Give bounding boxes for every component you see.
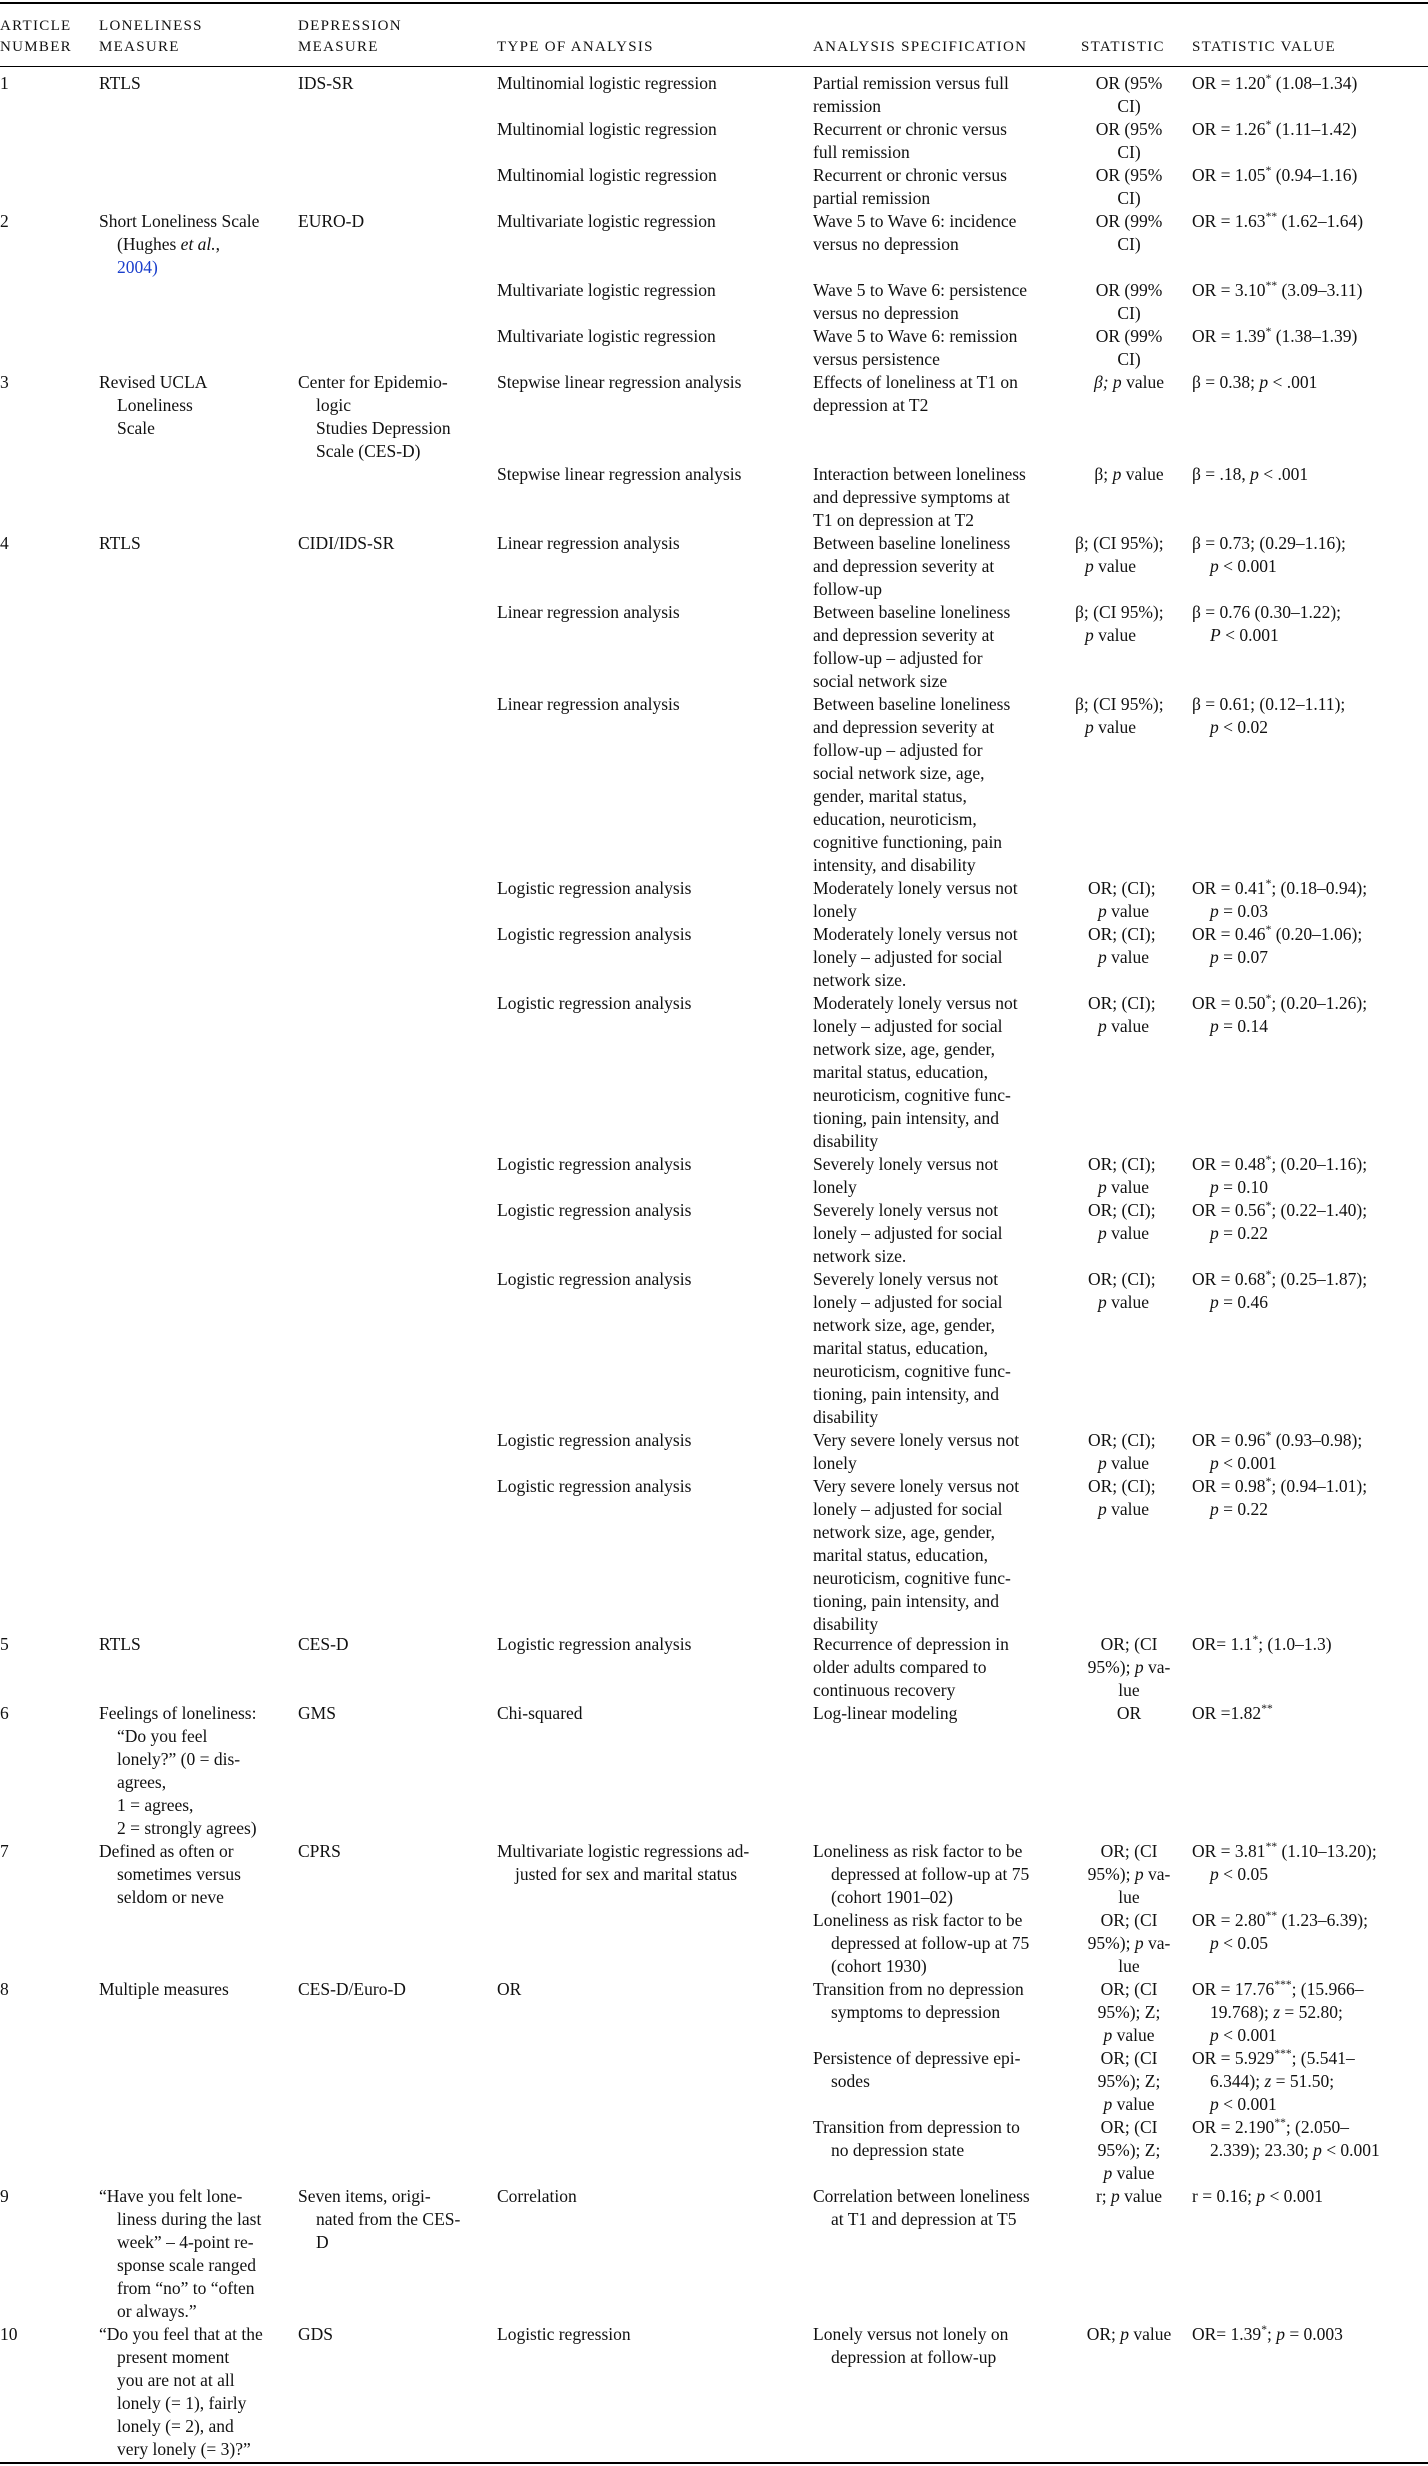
statistic-value: OR = 2.80** (1.23–6.39); p < 0.05 bbox=[1192, 1910, 1368, 1953]
analysis-type: Linear regression analysis bbox=[497, 602, 680, 622]
analysis-type: Multivariate logistic regression bbox=[497, 326, 716, 346]
depression-measure: CPRS bbox=[298, 1841, 341, 1861]
analysis-type: Logistic regression analysis bbox=[497, 1154, 692, 1174]
statistic-value: OR = 0.56*; (0.22–1.40); p = 0.22 bbox=[1192, 1200, 1368, 1243]
statistic-value: OR = 0.68*; (0.25–1.87); p = 0.46 bbox=[1192, 1269, 1368, 1312]
statistic-value: OR = 0.48*; (0.20–1.16); p = 0.10 bbox=[1192, 1154, 1368, 1197]
analysis-spec: Severely lonely versus not lonely – adjusted for social network size, age, gender, marital status, education, neuroticism, cognitive func- tioning, pain intensity, and disability bbox=[813, 1269, 1011, 1427]
statistic-value: OR = 0.46* (0.20–1.06); p = 0.07 bbox=[1192, 924, 1363, 967]
analysis-spec: Loneliness as risk factor to be depressed at follow-up at 75 (cohort 1901–02) bbox=[813, 1841, 1030, 1907]
depression-measure: Seven items, origi- nated from the CES- D bbox=[298, 2186, 461, 2252]
article-number: 9 bbox=[0, 2186, 9, 2206]
statistic: β; p value bbox=[1094, 464, 1164, 484]
header-article-number: ARTICLE NUMBER bbox=[0, 18, 72, 55]
table-top-rule bbox=[0, 2, 1428, 4]
analysis-spec: Between baseline loneliness and depression severity at follow-up – adjusted for social network size, age, gender, marital status, education, neuroticism, cognitive functioning, pain intensity, and disability bbox=[813, 694, 1011, 875]
statistic-value: OR = 1.39* (1.38–1.39) bbox=[1192, 326, 1358, 346]
analysis-type: Logistic regression analysis bbox=[497, 878, 692, 898]
analysis-spec: Between baseline loneliness and depression severity at follow-up – adjusted for social network size bbox=[813, 602, 1011, 691]
analysis-spec: Severely lonely versus not lonely bbox=[813, 1154, 999, 1197]
article-number: 8 bbox=[0, 1979, 9, 1999]
analysis-type: Multinomial logistic regression bbox=[497, 165, 717, 185]
analysis-spec: Recurrence of depression in older adults compared to continuous recovery bbox=[813, 1634, 1009, 1700]
statistic: OR bbox=[1116, 1703, 1142, 1723]
analysis-spec: Recurrent or chronic versus partial remission bbox=[813, 165, 1007, 208]
statistic: OR; (CI); p value bbox=[1088, 1269, 1156, 1312]
analysis-type: Logistic regression analysis bbox=[497, 924, 692, 944]
loneliness-measure: RTLS bbox=[99, 533, 141, 553]
analysis-spec: Recurrent or chronic versus full remission bbox=[813, 119, 1007, 162]
loneliness-measure: “Have you felt lone- liness during the last week” – 4-point re- sponse scale ranged from “no” to “often or always.” bbox=[99, 2186, 262, 2321]
article-number: 6 bbox=[0, 1703, 9, 1723]
analysis-spec: Persistence of depressive epi- sodes bbox=[813, 2048, 1021, 2091]
depression-measure: CES-D bbox=[298, 1634, 349, 1654]
statistic-value: β = 0.38; p < .001 bbox=[1192, 372, 1318, 392]
statistic: OR (99% CI) bbox=[1095, 326, 1163, 369]
statistic-value: β = .18, p < .001 bbox=[1192, 464, 1309, 484]
statistic: OR; (CI); p value bbox=[1088, 1476, 1156, 1519]
statistic-value: OR = 17.76***; (15.966– 19.768); z = 52.80; p < 0.001 bbox=[1192, 1979, 1364, 2045]
analysis-spec: Lonely versus not lonely on depression at follow-up bbox=[813, 2324, 1009, 2367]
loneliness-measure: Defined as often or sometimes versus seldom or neve bbox=[99, 1841, 241, 1907]
statistic: OR; (CI); p value bbox=[1088, 993, 1156, 1036]
statistic-value: OR= 1.39*; p = 0.003 bbox=[1192, 2324, 1343, 2344]
header-analysis-specification: ANALYSIS SPECIFICATION bbox=[813, 39, 1028, 55]
statistic-value: β = 0.73; (0.29–1.16); p < 0.001 bbox=[1192, 533, 1346, 576]
analysis-type: Logistic regression analysis bbox=[497, 1430, 692, 1450]
statistic: OR (95% CI) bbox=[1095, 73, 1163, 116]
analysis-type: Chi-squared bbox=[497, 1703, 583, 1723]
statistic: OR; (CI 95%); p va- lue bbox=[1087, 1910, 1171, 1976]
analysis-type: OR bbox=[497, 1979, 522, 1999]
depression-measure: GDS bbox=[298, 2324, 334, 2344]
statistic: OR; (CI 95%); p va- lue bbox=[1087, 1634, 1171, 1700]
citation-link[interactable]: 2004) bbox=[117, 257, 158, 277]
statistic: β; p value bbox=[1094, 372, 1164, 392]
analysis-type: Stepwise linear regression analysis bbox=[497, 372, 742, 392]
statistic: r; p value bbox=[1095, 2186, 1163, 2206]
article-number: 2 bbox=[0, 211, 9, 231]
analysis-type: Stepwise linear regression analysis bbox=[497, 464, 742, 484]
depression-measure: CIDI/IDS-SR bbox=[298, 533, 395, 553]
statistic-value: β = 0.61; (0.12–1.11); p < 0.02 bbox=[1192, 694, 1346, 737]
statistic: OR (95% CI) bbox=[1095, 165, 1163, 208]
statistic: β; (CI 95%); p value bbox=[1075, 602, 1164, 645]
statistic-value: OR= 1.1*; (1.0–1.3) bbox=[1192, 1634, 1332, 1654]
article-number: 3 bbox=[0, 372, 9, 392]
article-number: 4 bbox=[0, 533, 9, 553]
analysis-type: Logistic regression analysis bbox=[497, 1269, 692, 1289]
analysis-type: Logistic regression bbox=[497, 2324, 631, 2344]
analysis-spec: Partial remission versus full remission bbox=[813, 73, 1009, 116]
header-type-of-analysis: TYPE OF ANALYSIS bbox=[497, 39, 654, 55]
analysis-spec: Very severe lonely versus not lonely bbox=[813, 1430, 1020, 1473]
depression-measure: EURO-D bbox=[298, 211, 365, 231]
statistic: OR; (CI); p value bbox=[1088, 1154, 1156, 1197]
statistic-value: OR = 5.929***; (5.541– 6.344); z = 51.50; p < 0.001 bbox=[1192, 2048, 1355, 2114]
analysis-spec: Very severe lonely versus not lonely – adjusted for social network size, age, gender, marital status, education, neuroticism, cognitive func- tioning, pain intensity, and disability bbox=[813, 1476, 1020, 1634]
statistic-value: OR = 2.190**; (2.050– 2.339); 23.30; p < 0.001 bbox=[1192, 2117, 1380, 2160]
analysis-spec: Wave 5 to Wave 6: remission versus persistence bbox=[813, 326, 1018, 369]
article-number: 10 bbox=[0, 2324, 18, 2344]
statistic-value: OR = 1.26* (1.11–1.42) bbox=[1192, 119, 1357, 139]
analysis-type: Multivariate logistic regression bbox=[497, 280, 716, 300]
analysis-spec: Effects of loneliness at T1 on depression at T2 bbox=[813, 372, 1018, 415]
loneliness-measure: RTLS bbox=[99, 1634, 141, 1654]
article-number: 1 bbox=[0, 73, 9, 93]
analysis-type: Logistic regression analysis bbox=[497, 1200, 692, 1220]
statistic-value: OR = 0.50*; (0.20–1.26); p = 0.14 bbox=[1192, 993, 1368, 1036]
analysis-spec: Between baseline loneliness and depression severity at follow-up bbox=[813, 533, 1011, 599]
depression-measure: GMS bbox=[298, 1703, 336, 1723]
statistic: OR; (CI); p value bbox=[1088, 924, 1156, 967]
analysis-type: Linear regression analysis bbox=[497, 533, 680, 553]
statistic: OR; p value bbox=[1086, 2324, 1172, 2344]
statistic: OR; (CI 95%); Z; p value bbox=[1097, 2048, 1161, 2114]
analysis-spec: Wave 5 to Wave 6: persistence versus no depression bbox=[813, 280, 1028, 323]
header-statistic: STATISTIC bbox=[1081, 39, 1165, 55]
statistic-value: OR = 3.81** (1.10–13.20); p < 0.05 bbox=[1192, 1841, 1377, 1884]
statistic: β; (CI 95%); p value bbox=[1075, 533, 1164, 576]
analysis-spec: Transition from depression to no depression state bbox=[813, 2117, 1020, 2160]
analysis-type: Multinomial logistic regression bbox=[497, 73, 717, 93]
analysis-spec: Severely lonely versus not lonely – adjusted for social network size. bbox=[813, 1200, 1003, 1266]
statistic-value: OR = 0.41*; (0.18–0.94); p = 0.03 bbox=[1192, 878, 1368, 921]
analysis-type: Linear regression analysis bbox=[497, 694, 680, 714]
statistic: OR (95% CI) bbox=[1095, 119, 1163, 162]
depression-measure: IDS-SR bbox=[298, 73, 354, 93]
analysis-type: Multinomial logistic regression bbox=[497, 119, 717, 139]
statistic: OR; (CI); p value bbox=[1088, 878, 1156, 921]
loneliness-measure: Feelings of loneliness: “Do you feel lonely?” (0 = dis- agrees, 1 = agrees, 2 = strongly agrees) bbox=[99, 1703, 257, 1838]
analysis-spec: Moderately lonely versus not lonely bbox=[813, 878, 1018, 921]
analysis-spec: Interaction between loneliness and depressive symptoms at T1 on depression at T2 bbox=[813, 464, 1026, 530]
statistic-value: r = 0.16; p < 0.001 bbox=[1192, 2186, 1324, 2206]
statistic-value: OR =1.82** bbox=[1192, 1703, 1273, 1723]
loneliness-measure: “Do you feel that at the present moment you are not at all lonely (= 1), fairly lonely (= 2), and very lonely (= 3)?” bbox=[99, 2324, 263, 2459]
statistic: OR; (CI); p value bbox=[1088, 1200, 1156, 1243]
analysis-type: Logistic regression analysis bbox=[497, 1634, 692, 1654]
header-statistic-value: STATISTIC VALUE bbox=[1192, 39, 1337, 55]
analysis-type: Multivariate logistic regressions ad- justed for sex and marital status bbox=[497, 1841, 750, 1884]
statistic: OR (99% CI) bbox=[1095, 280, 1163, 323]
analysis-type: Multivariate logistic regression bbox=[497, 211, 716, 231]
loneliness-measure: RTLS bbox=[99, 73, 141, 93]
table-bottom-rule bbox=[0, 2462, 1428, 2464]
header-depression-measure: DEPRESSION MEASURE bbox=[298, 18, 402, 55]
table-header-rule bbox=[0, 66, 1428, 67]
analysis-spec: Loneliness as risk factor to be depressed at follow-up at 75 (cohort 1930) bbox=[813, 1910, 1030, 1976]
statistic-value: OR = 3.10** (3.09–3.11) bbox=[1192, 280, 1363, 300]
statistic: OR; (CI 95%); p va- lue bbox=[1087, 1841, 1171, 1907]
analysis-type: Logistic regression analysis bbox=[497, 1476, 692, 1496]
article-number: 7 bbox=[0, 1841, 9, 1861]
loneliness-measure: Short Loneliness Scale (Hughes et al., 2004) bbox=[99, 211, 260, 277]
statistic-value: OR = 1.63** (1.62–1.64) bbox=[1192, 211, 1364, 231]
statistic-value: OR = 1.05* (0.94–1.16) bbox=[1192, 165, 1358, 185]
analysis-spec: Correlation between loneliness at T1 and depression at T5 bbox=[813, 2186, 1030, 2229]
loneliness-measure: Revised UCLA Loneliness Scale bbox=[99, 372, 208, 438]
analysis-spec: Wave 5 to Wave 6: incidence versus no depression bbox=[813, 211, 1017, 254]
analysis-spec: Moderately lonely versus not lonely – adjusted for social network size, age, gender, marital status, education, neuroticism, cognitive func- tioning, pain intensity, and disability bbox=[813, 993, 1018, 1151]
statistic: OR; (CI); p value bbox=[1088, 1430, 1156, 1473]
statistic-value: OR = 1.20* (1.08–1.34) bbox=[1192, 73, 1358, 93]
statistic: OR; (CI 95%); Z; p value bbox=[1097, 2117, 1161, 2183]
analysis-type: Logistic regression analysis bbox=[497, 993, 692, 1013]
statistic-value: OR = 0.98*; (0.94–1.01); p = 0.22 bbox=[1192, 1476, 1368, 1519]
analysis-spec: Moderately lonely versus not lonely – adjusted for social network size. bbox=[813, 924, 1018, 990]
analysis-type: Correlation bbox=[497, 2186, 577, 2206]
depression-measure: Center for Epidemio- logic Studies Depression Scale (CES-D) bbox=[298, 372, 451, 461]
analysis-spec: Transition from no depression symptoms to depression bbox=[813, 1979, 1024, 2022]
header-loneliness-measure: LONELINESS MEASURE bbox=[99, 18, 203, 55]
depression-measure: CES-D/Euro-D bbox=[298, 1979, 406, 1999]
loneliness-measure: Multiple measures bbox=[99, 1979, 229, 1999]
statistic: OR; (CI 95%); Z; p value bbox=[1097, 1979, 1161, 2045]
statistic-value: β = 0.76 (0.30–1.22); P < 0.001 bbox=[1192, 602, 1342, 645]
statistic: OR (99% CI) bbox=[1095, 211, 1163, 254]
article-number: 5 bbox=[0, 1634, 9, 1654]
analysis-spec: Log-linear modeling bbox=[813, 1703, 958, 1723]
statistic-value: OR = 0.96* (0.93–0.98); p < 0.001 bbox=[1192, 1430, 1363, 1473]
statistic: β; (CI 95%); p value bbox=[1075, 694, 1164, 737]
